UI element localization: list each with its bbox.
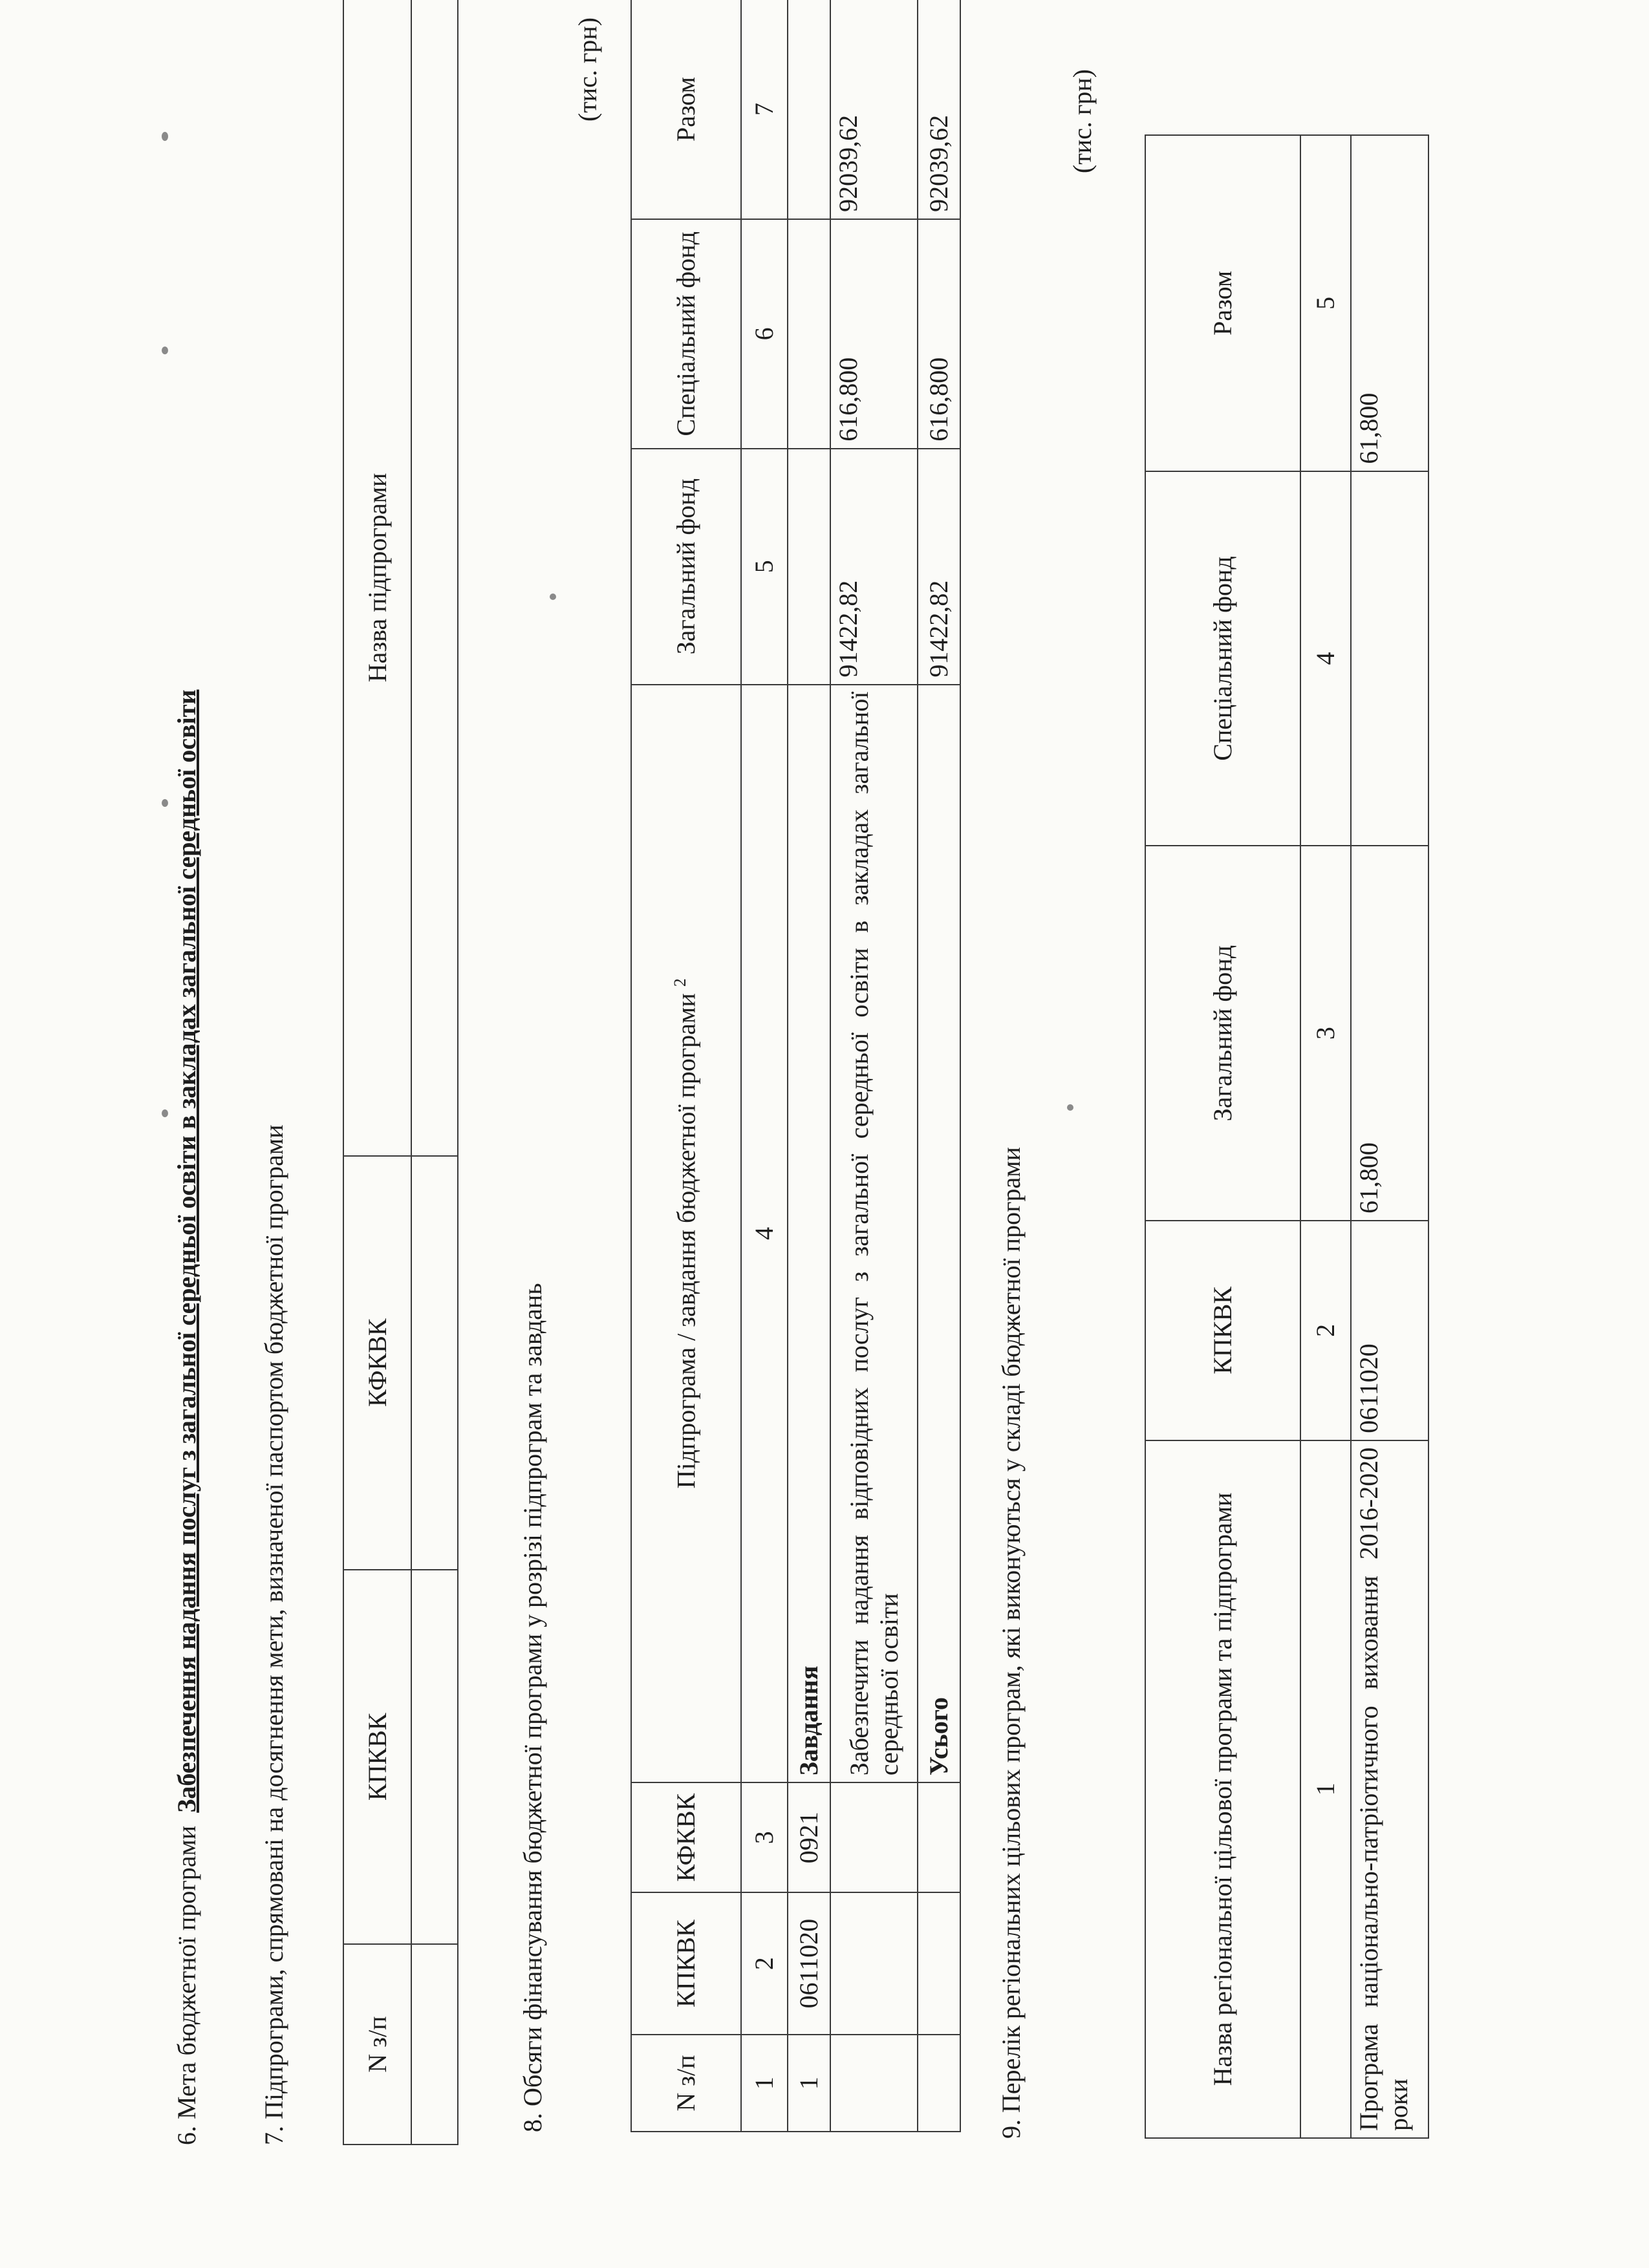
col-number: 7 [741, 0, 788, 219]
regional-program-name: Програма національно-патріотичного виховання 2016-2020 роки [1351, 1440, 1428, 2138]
table-cell [788, 219, 830, 449]
section-8-title: 8. Обсяги фінансування бюджетної програми у розрізі підпрограм та завдань [518, 1283, 547, 2132]
row-n: 1 [788, 2035, 830, 2132]
header-kpkvk: КПКВК [343, 1570, 411, 1945]
scan-speck [162, 347, 168, 354]
col-number: 1 [741, 2035, 788, 2132]
section-6-label: 6. Мета бюджетної програми [172, 1825, 201, 2145]
header-n: N з/п [631, 2035, 741, 2132]
col-number: 3 [741, 1782, 788, 1892]
regional-program-kpkvk: 0611020 [1351, 1221, 1428, 1440]
header-n: N з/п [343, 1944, 411, 2145]
total-special-fund: 616,800 [918, 219, 960, 449]
col-number: 2 [741, 1892, 788, 2035]
section-9-unit: (тис. грн) [1068, 69, 1097, 173]
regional-program-general-fund: 61,800 [1351, 846, 1428, 1221]
header-kpkvk: КПКВК [1145, 1221, 1300, 1440]
table-cell [411, 1156, 458, 1570]
col-number: 4 [1300, 471, 1351, 846]
subprograms-table [343, 0, 458, 2145]
table-cell [830, 1782, 918, 1892]
table-cell [411, 0, 458, 1156]
col-number: 1 [1300, 1440, 1351, 2138]
header-kfkvk: КФКВК [631, 1782, 741, 1892]
header-kfkvk: КФКВК [343, 1156, 411, 1570]
scan-speck [1067, 1104, 1073, 1111]
section-8-unit: (тис. грн) [573, 17, 602, 122]
table-cell [830, 1892, 918, 2035]
table-cell [830, 2035, 918, 2132]
col-number: 4 [741, 685, 788, 1783]
row-task-heading: Завдання [788, 685, 830, 1783]
col-number: 3 [1300, 846, 1351, 1221]
regional-programs-table [1145, 134, 1429, 2139]
table-cell [918, 1892, 960, 2035]
col-number: 2 [1300, 1221, 1351, 1440]
total-general-fund: 91422,82 [918, 449, 960, 685]
table-cell [918, 2035, 960, 2132]
table-cell [411, 1570, 458, 1945]
table-cell [918, 1782, 960, 1892]
section-7-title: 7. Підпрограми, спрямовані на досягнення мети, визначеної паспортом бюджетної програми [259, 1124, 288, 2145]
financing-table [630, 0, 961, 2132]
header-kpkvk: КПКВК [631, 1892, 741, 2035]
table-cell [788, 0, 830, 219]
scan-speck [550, 594, 556, 600]
row-kfkvk: 0921 [788, 1782, 830, 1892]
header-general-fund: Загальний фонд [1145, 846, 1300, 1221]
section-9-title: 9. Перелік регіональних цільових програм, які виконуються у складі бюджетної програми [997, 1147, 1026, 2139]
section-6-goal [171, 690, 202, 2145]
header-subprogram-name: Назва підпрограми [343, 0, 411, 1156]
footnote-mark: 2 [671, 978, 690, 987]
header-special-fund: Спеціальний фонд [1145, 471, 1300, 846]
col-number: 6 [741, 219, 788, 449]
task-special-fund: 616,800 [830, 219, 918, 449]
header-program-name: Назва регіональної цільової програми та підпрограми [1145, 1440, 1300, 2138]
regional-program-special-fund [1351, 471, 1428, 846]
total-label: Усього [918, 685, 960, 1783]
scan-speck [162, 1109, 168, 1117]
header-general-fund: Загальний фонд [631, 449, 741, 685]
task-description: Забезпечити надання відповідних послуг з загальної середньої освіти в закладах загальної середньої освіти [830, 685, 918, 1783]
task-general-fund: 91422,82 [830, 449, 918, 685]
regional-program-total: 61,800 [1351, 135, 1428, 471]
scan-speck [162, 799, 168, 807]
header-subprogram-task: Підпрограма / завдання бюджетної програми $^2$ [631, 685, 741, 1783]
row-kpkvk: 0611020 [788, 1892, 830, 2035]
header-total: Разом [1145, 135, 1300, 471]
col-number: 5 [1300, 135, 1351, 471]
table-cell [788, 449, 830, 685]
header-total: Разом [631, 0, 741, 219]
table-cell [411, 1944, 458, 2145]
scan-speck [162, 132, 168, 141]
task-total: 92039,62 [830, 0, 918, 219]
total-total: 92039,62 [918, 0, 960, 219]
header-special-fund: Спеціальний фонд [631, 219, 741, 449]
col-number: 5 [741, 449, 788, 685]
section-6-goal-value: Забезпечення надання послуг з загальної середньої освіти в закладах загальної середньої освіти [172, 689, 201, 1813]
